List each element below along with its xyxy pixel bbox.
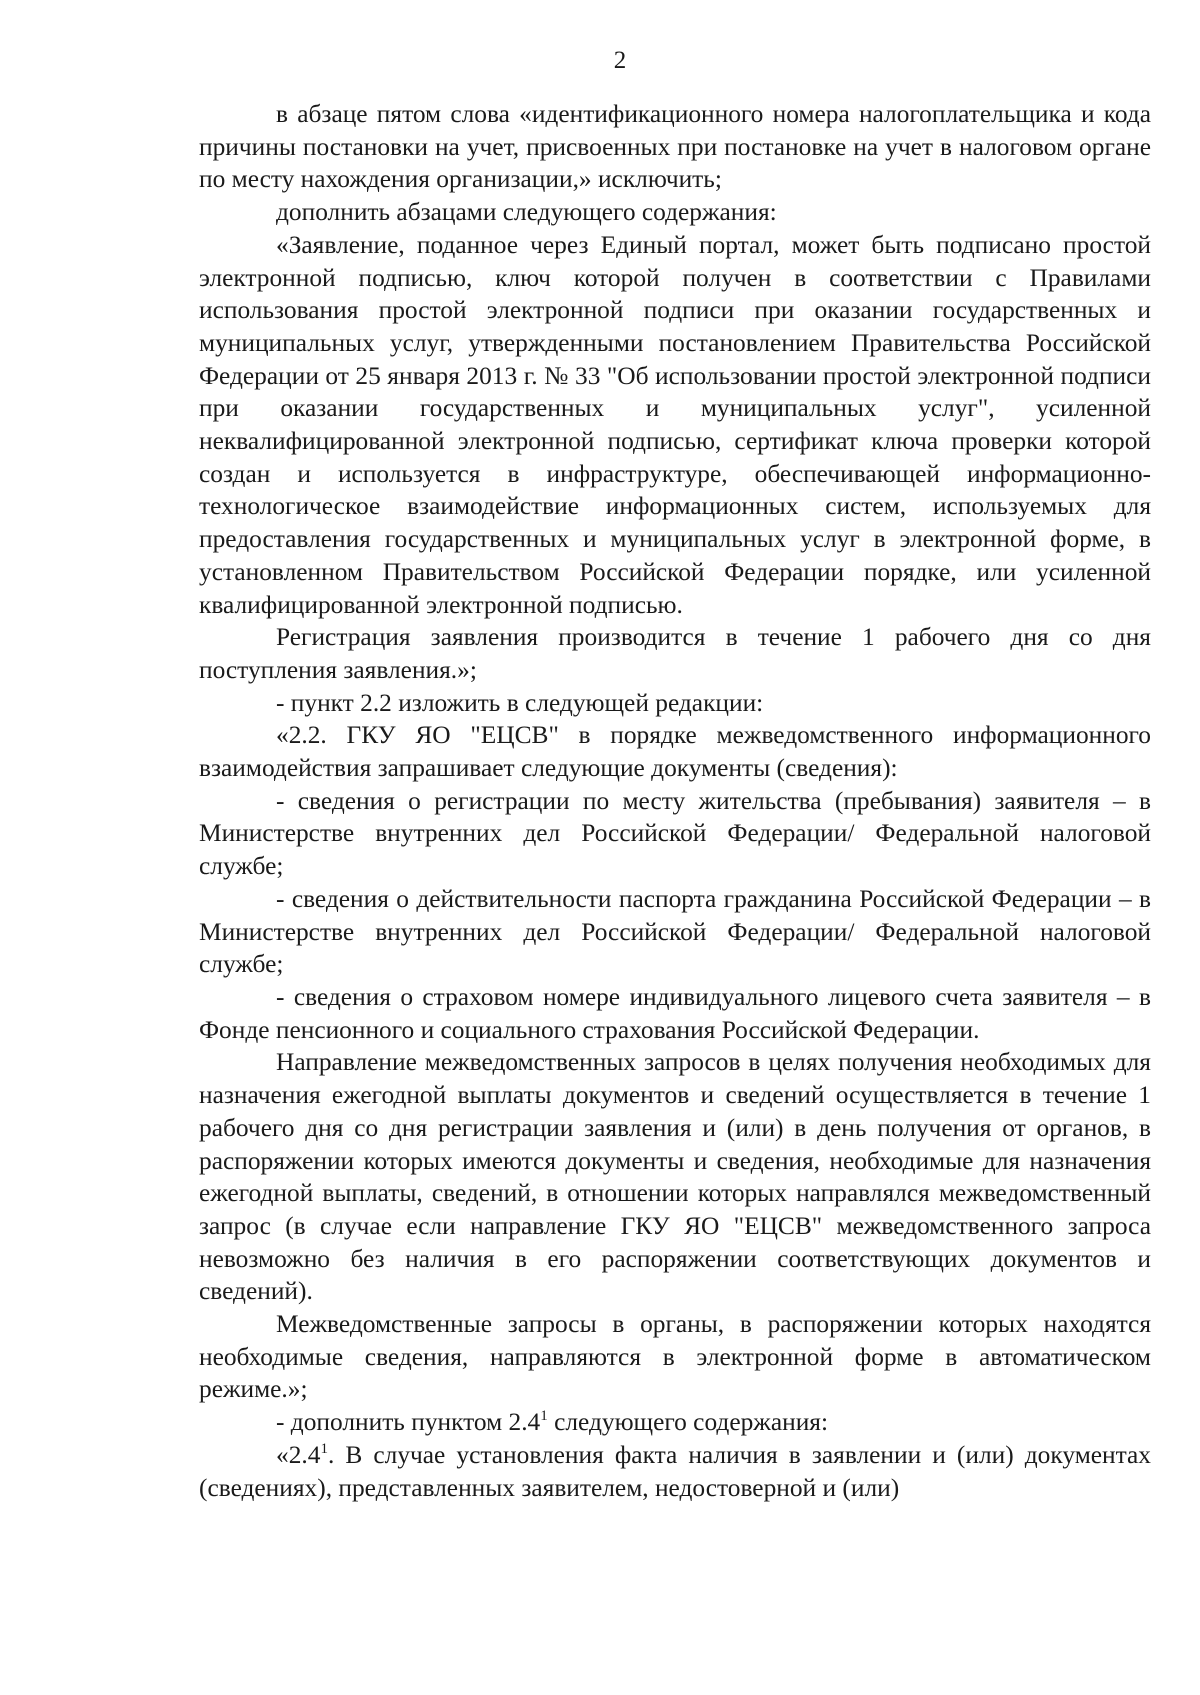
document-body [199,98,1151,1504]
paragraph: «Заявление, поданное через Единый портал, может быть подписано простой электронной подписью, ключ которой получен в соответствии с Правилами использования простой электронной подписи при оказании государственных и муниципальных услуг, утвержденными постановлением Правительства Российской Федерации от 25 января 2013 г. № 33 "Об использовании простой электронной подписи при оказании государственных и муниципальных услуг", усиленной неквалифицированной электронной подписью, сертификат ключа проверки которой создан и используется в инфраструктуре, обеспечивающей информационно-технологическое взаимодействие информационных систем, используемых для предоставления государственных и муниципальных услуг в электронной форме, в установленном Правительством Российской Федерации порядке, или усиленной квалифицированной электронной подписью. [199,230,1151,619]
paragraph-text-part: «2.4 [276,1440,321,1469]
paragraph: - пункт 2.2 изложить в следующей редакции: [276,688,764,717]
paragraph: Направление межведомственных запросов в целях получения необходимых для назначения ежегодной выплаты документов и сведений осуществляется в течение 1 рабочего дня со дня регистрации заявления и (или) в день получения от органов, в распоряжении которых имеются документы и сведения, необходимые для назначения ежегодной выплаты, сведений, в отношении которых направлялся межведомственный запрос (в случае если направление ГКУ ЯО "ЕЦСВ" межведомственного запроса невозможно без наличия в его распоряжении соответствующих документов и сведений). [199,1048,1151,1306]
paragraph: Регистрация заявления производится в течение 1 рабочего дня со дня поступления заявления.»; [199,623,1151,684]
paragraph-text-part: . В случае установления факта наличия в заявлении и (или) документах (сведениях), представленных заявителем, недостоверной и (или) [199,1440,1151,1502]
paragraph: в абзаце пятом слова «идентификационного номера налогоплательщика и кода причины постановки на учет, присвоенных при постановке на учет в налоговом органе по месту нахождения организации,» исключить; [199,100,1151,194]
page-number: 2 [613,47,627,74]
superscript: 1 [320,1440,328,1457]
paragraph-with-superscript [199,1439,1151,1504]
paragraph-text-part: - дополнить пунктом 2.4 [276,1408,541,1437]
paragraph-with-superscript [199,1406,1151,1439]
paragraph: - сведения о регистрации по месту жительства (пребывания) заявителя – в Министерстве внутренних дел Российской Федерации/ Федеральной налоговой службе; [199,786,1151,881]
paragraph: «2.2. ГКУ ЯО "ЕЦСВ" в порядке межведомственного информационного взаимодействия запрашивает следующие документы (сведения): [199,721,1151,783]
paragraph: - сведения о действительности паспорта гражданина Российской Федерации – в Министерстве внутренних дел Российской Федерации/ Федеральной налоговой службе; [199,884,1151,979]
paragraph: - сведения о страховом номере индивидуального лицевого счета заявителя – в Фонде пенсионного и социального страхования Российской Федерации. [199,982,1151,1044]
superscript: 1 [540,1408,548,1425]
paragraph: Межведомственные запросы в органы, в распоряжении которых находятся необходимые сведения, направляются в электронной форме в автоматическом режиме.»; [199,1310,1151,1404]
paragraph: дополнить абзацами следующего содержания: [276,198,777,227]
paragraph-text-part: следующего содержания: [547,1408,829,1437]
